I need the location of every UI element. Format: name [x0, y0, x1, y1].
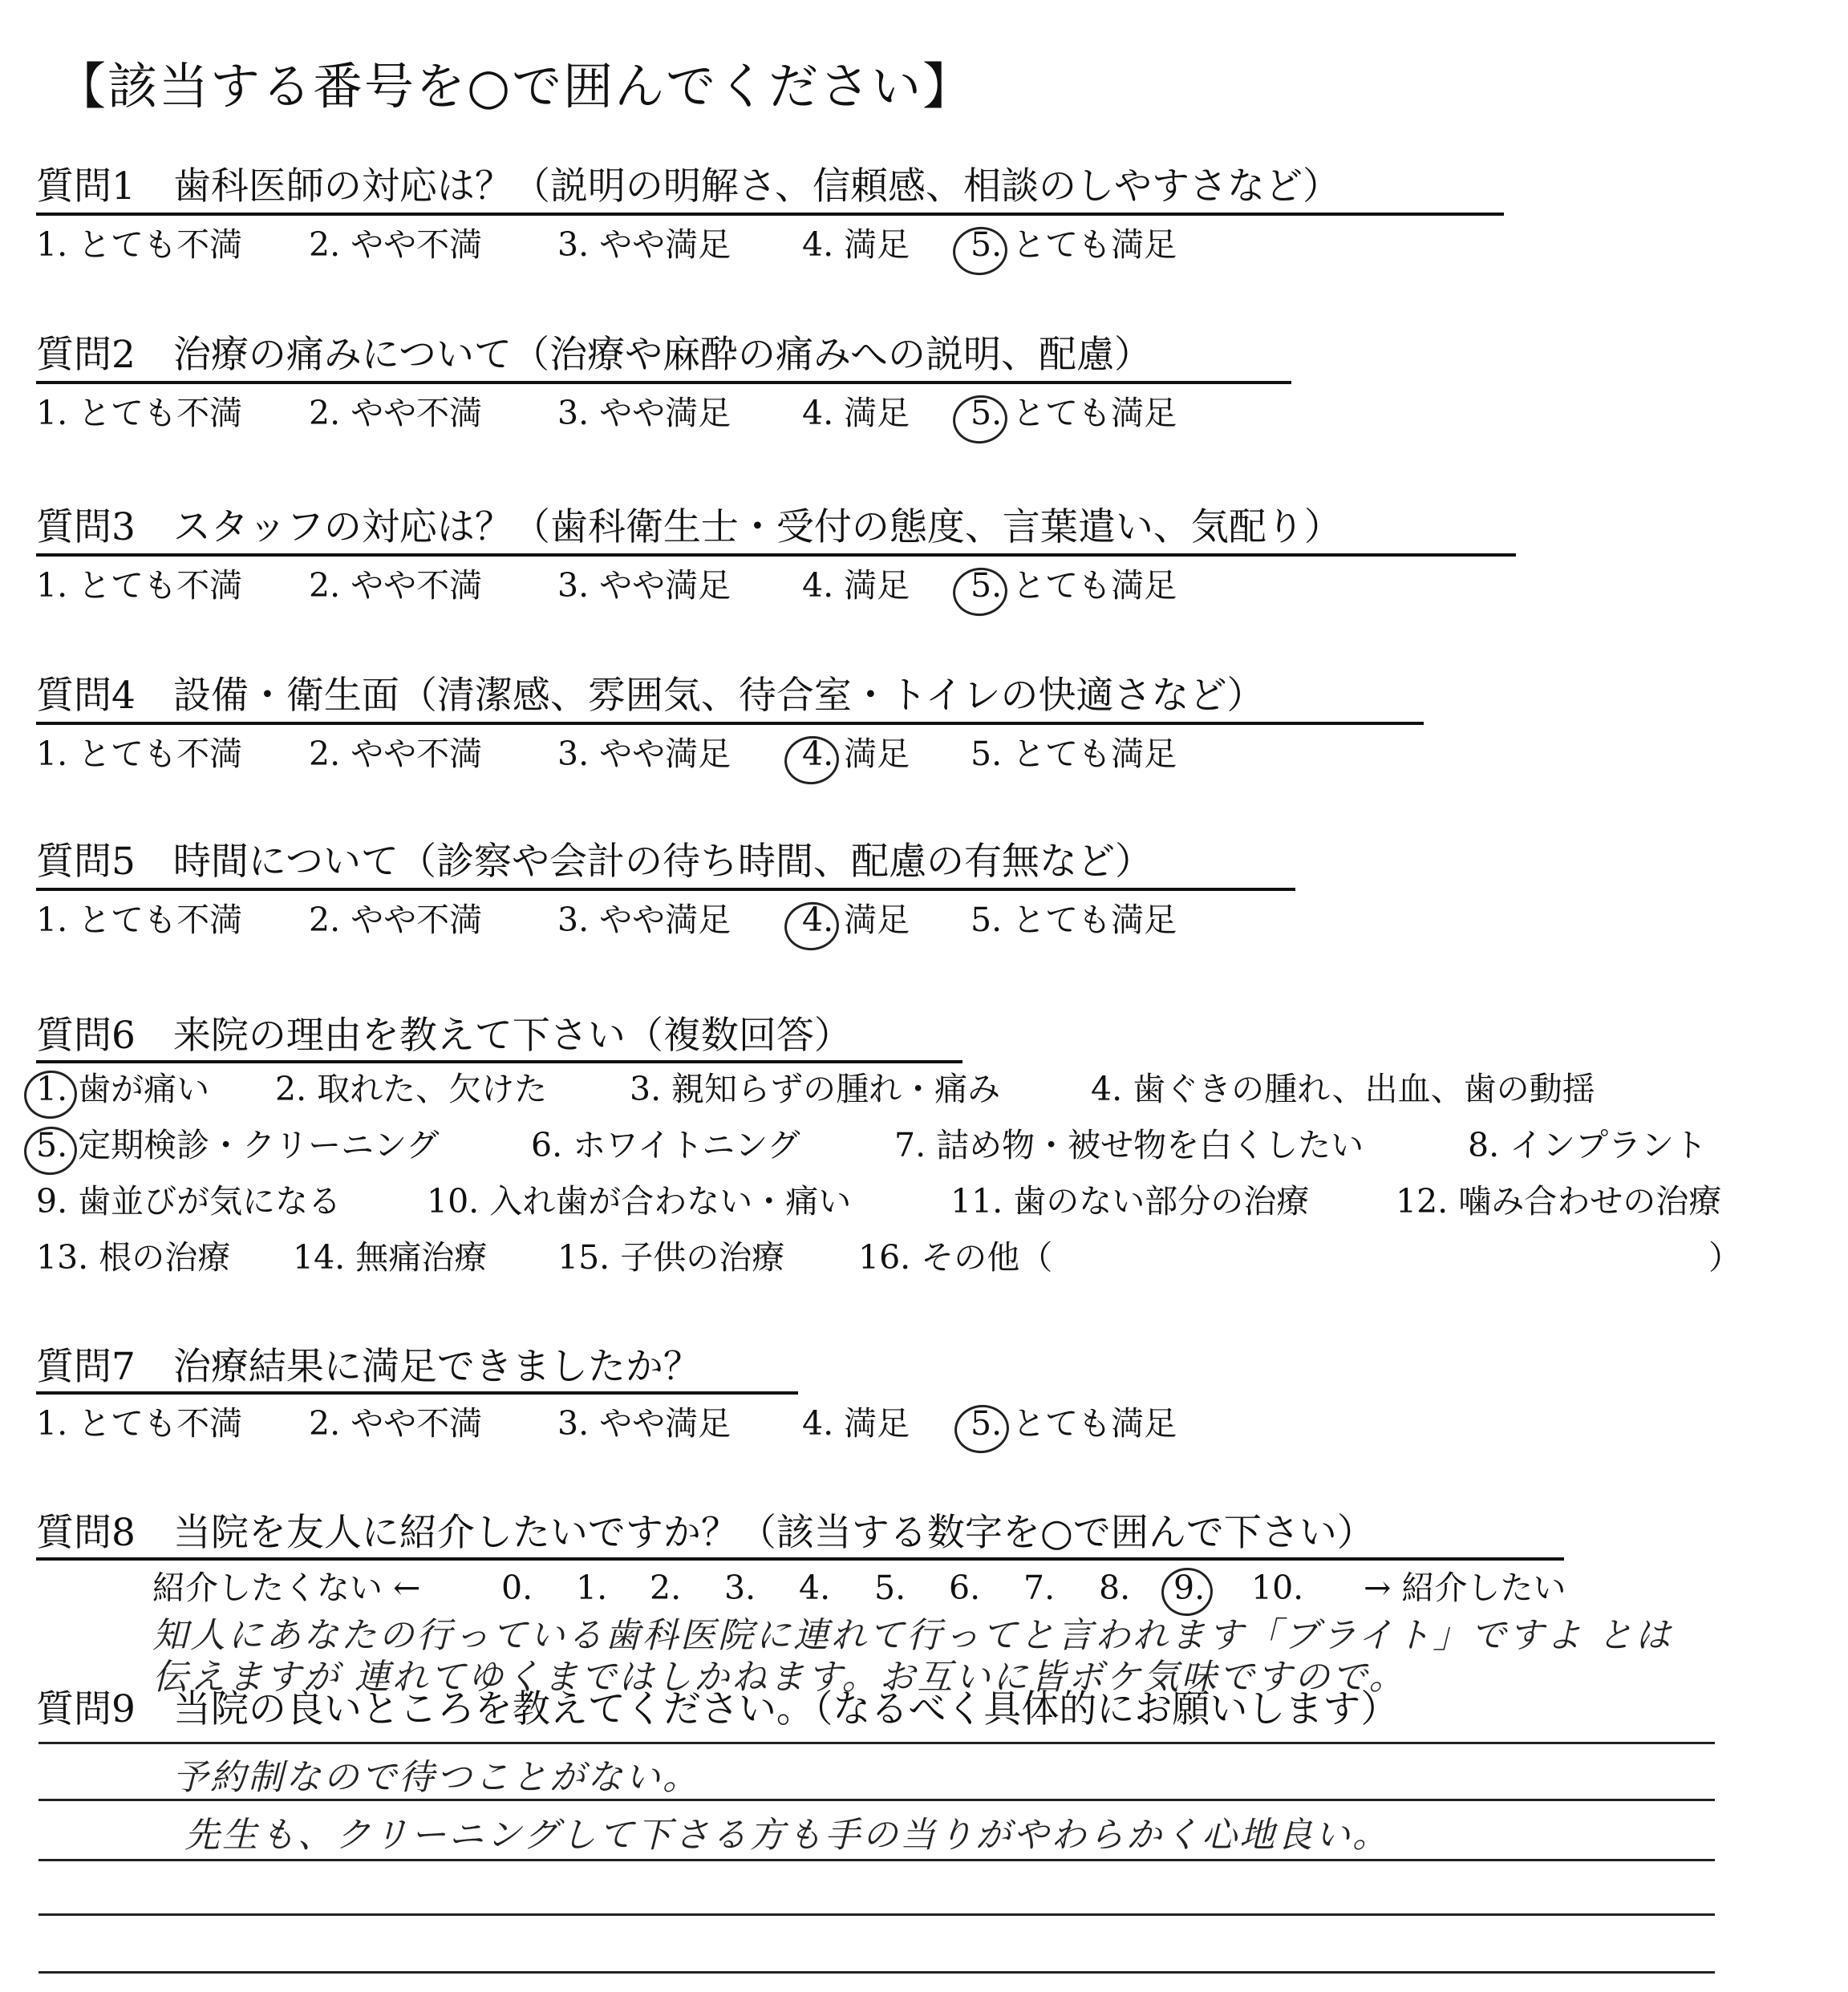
- q2-option-4[interactable]: 4. 満足: [802, 394, 910, 432]
- q9-answer-line-4: [38, 1913, 1715, 1916]
- q8-scale-6[interactable]: 6.: [949, 1569, 981, 1607]
- q3-option-1[interactable]: 1. とても不満: [36, 566, 243, 605]
- q9-title: 質問9 当院の良いところを教えてください。（なるべく具体的にお願いします）: [36, 1687, 1399, 1731]
- q4-option-2[interactable]: 2. やや不満: [309, 735, 483, 773]
- q3-option-3[interactable]: 3. やや満足: [557, 566, 732, 605]
- q8-underline: [36, 1557, 1564, 1561]
- q6-option-9[interactable]: 9. 歯並びが気になる: [36, 1182, 342, 1221]
- q5-option-3[interactable]: 3. やや満足: [557, 901, 732, 939]
- q6-option-15[interactable]: 15. 子供の治療: [557, 1238, 785, 1277]
- q8-scale-0[interactable]: 0.: [501, 1569, 533, 1607]
- q6-option-4[interactable]: 4. 歯ぐきの腫れ、出血、歯の動揺: [1091, 1070, 1595, 1108]
- q6-option-16[interactable]: 16. その他（: [858, 1238, 1053, 1277]
- q1-option-2[interactable]: 2. やや不満: [309, 225, 483, 264]
- q8-scale-8[interactable]: 8.: [1099, 1569, 1131, 1607]
- q3-option-5[interactable]: 5. とても満足: [971, 566, 1177, 605]
- q8-handwritten-line-2: 伝えますが 連れてゆくまではしかねます。お互いに皆ボケ気味ですので。: [152, 1657, 1407, 1698]
- q4-underline: [36, 722, 1424, 725]
- q9-answer-line-5: [38, 1971, 1715, 1974]
- q4-option-1[interactable]: 1. とても不満: [36, 735, 243, 773]
- q7-title: 質問7 治療結果に満足できましたか？: [36, 1345, 701, 1389]
- q1-option-5[interactable]: 5. とても満足: [971, 225, 1177, 264]
- q9-answer-line-3: [38, 1859, 1715, 1861]
- q6-option-16-close: ）: [1708, 1238, 1741, 1277]
- q7-option-3[interactable]: 3. やや満足: [557, 1404, 732, 1443]
- q5-option-2[interactable]: 2. やや不満: [309, 901, 483, 939]
- q2-option-3[interactable]: 3. やや満足: [557, 394, 732, 432]
- q8-scale-1[interactable]: 1.: [576, 1569, 608, 1607]
- q6-option-3[interactable]: 3. 親知らずの腫れ・痛み: [630, 1070, 1001, 1108]
- q3-option-2[interactable]: 2. やや不満: [309, 566, 483, 605]
- q4-option-5[interactable]: 5. とても満足: [971, 735, 1177, 773]
- q6-option-11[interactable]: 11. 歯のない部分の治療: [950, 1182, 1310, 1221]
- q6-option-14[interactable]: 14. 無痛治療: [293, 1238, 488, 1277]
- q9-answer-line-2: [38, 1799, 1715, 1801]
- q7-underline: [36, 1391, 798, 1395]
- q2-option-5[interactable]: 5. とても満足: [971, 394, 1177, 432]
- q8-handwritten-line-1: 知人にあなたの行っている歯科医院に連れて行ってと言われます「ブライト」ですよ とは: [152, 1615, 1673, 1656]
- q7-option-1[interactable]: 1. とても不満: [36, 1404, 243, 1443]
- q4-title: 質問4 設備・衛生面（清潔感、雰囲気、待合室・トイレの快適さなど）: [36, 674, 1265, 718]
- q5-underline: [36, 888, 1295, 891]
- q5-title: 質問5 時間について（診察や会計の待ち時間、配慮の有無など）: [36, 840, 1153, 884]
- q8-scale-3[interactable]: 3.: [724, 1569, 756, 1607]
- q6-title: 質問6 来院の理由を教えて下さい（複数回答）: [36, 1014, 852, 1058]
- page-header: 【該当する番号を○で囲んでください】: [56, 57, 975, 115]
- q1-option-1[interactable]: 1. とても不満: [36, 225, 243, 264]
- q6-option-12[interactable]: 12. 噛み合わせの治療: [1396, 1182, 1722, 1221]
- q1-option-3[interactable]: 3. やや満足: [557, 225, 732, 264]
- q8-left-label: 紹介したくない ←: [152, 1569, 421, 1607]
- q6-option-13[interactable]: 13. 根の治療: [36, 1238, 231, 1277]
- q6-option-1[interactable]: 1. 歯が痛い: [36, 1070, 210, 1108]
- q6-option-5[interactable]: 5. 定期検診・クリーニング: [36, 1126, 440, 1164]
- q9-handwritten-line-1[interactable]: 予約制なので待つことがない。: [172, 1757, 700, 1798]
- q6-underline: [36, 1060, 962, 1063]
- q1-title: 質問1 歯科医師の対応は？（説明の明解さ、信頼感、相談のしやすさなど）: [36, 164, 1341, 209]
- q5-option-4[interactable]: 4. 満足: [802, 901, 910, 939]
- q9-answer-line-1: [38, 1742, 1715, 1744]
- q7-option-5[interactable]: 5. とても満足: [971, 1404, 1177, 1443]
- q8-scale-4[interactable]: 4.: [799, 1569, 831, 1607]
- q8-scale-9[interactable]: 9.: [1173, 1569, 1206, 1607]
- q3-option-4[interactable]: 4. 満足: [802, 566, 910, 605]
- q5-option-5[interactable]: 5. とても満足: [971, 901, 1177, 939]
- q5-option-1[interactable]: 1. とても不満: [36, 901, 243, 939]
- q8-title: 質問8 当院を友人に紹介したいですか？（該当する数字を○で囲んで下さい）: [36, 1511, 1375, 1555]
- q8-right-label: → 紹介したい: [1364, 1569, 1566, 1607]
- q3-underline: [36, 553, 1516, 557]
- q6-option-10[interactable]: 10. 入れ歯が合わない・痛い: [427, 1182, 852, 1221]
- q2-title: 質問2 治療の痛みについて（治療や麻酔の痛みへの説明、配慮）: [36, 333, 1153, 377]
- q6-option-6[interactable]: 6. ホワイトニング: [531, 1126, 800, 1164]
- q1-underline: [36, 213, 1504, 216]
- q3-title: 質問3 スタッフの対応は？（歯科衛生士・受付の態度、言葉遣い、気配り）: [36, 505, 1342, 549]
- q6-option-8[interactable]: 8. インプラント: [1468, 1126, 1708, 1164]
- q2-option-1[interactable]: 1. とても不満: [36, 394, 243, 432]
- q6-option-2[interactable]: 2. 取れた、欠けた: [275, 1070, 548, 1108]
- q2-underline: [36, 381, 1291, 384]
- q4-option-4[interactable]: 4. 満足: [802, 735, 910, 773]
- q8-scale-2[interactable]: 2.: [650, 1569, 682, 1607]
- q8-scale-5[interactable]: 5.: [874, 1569, 906, 1607]
- q7-option-4[interactable]: 4. 満足: [802, 1404, 910, 1443]
- q8-scale-10[interactable]: 10.: [1251, 1569, 1304, 1607]
- q7-option-2[interactable]: 2. やや不満: [309, 1404, 483, 1443]
- q6-option-7[interactable]: 7. 詰め物・被せ物を白くしたい: [894, 1126, 1364, 1164]
- q2-option-2[interactable]: 2. やや不満: [309, 394, 483, 432]
- q9-handwritten-line-2[interactable]: 先生も、クリーニングして下さる方も手の当りがやわらかく心地良い。: [184, 1815, 1391, 1856]
- q4-option-3[interactable]: 3. やや満足: [557, 735, 732, 773]
- q8-scale-7[interactable]: 7.: [1023, 1569, 1056, 1607]
- q1-option-4[interactable]: 4. 満足: [802, 225, 910, 264]
